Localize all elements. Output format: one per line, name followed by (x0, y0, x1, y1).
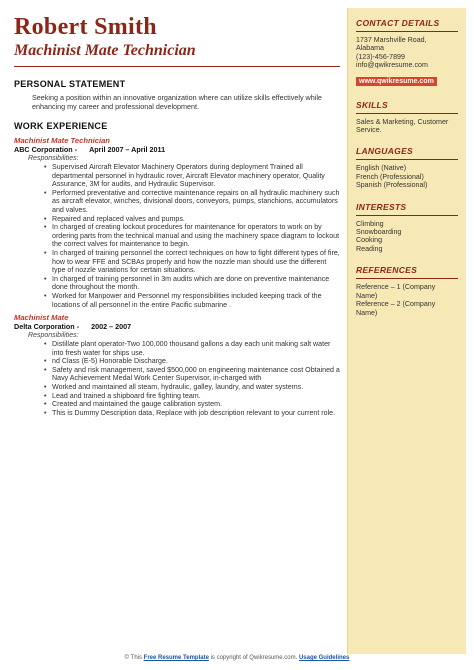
list-item: Climbing (356, 219, 384, 228)
footer (0, 654, 474, 662)
languages-section (356, 134, 458, 189)
contact-address-line2: Alabama (356, 44, 384, 53)
list-item: Reading (356, 244, 383, 253)
list-item: • Distillate plant operator-Two 100,000 thousand gallons a day each unit making salt water into fresh water for ships use. (44, 340, 340, 357)
list-item: • Lead and trained a shipboard fire fighting team. (44, 392, 340, 401)
contact-website-link[interactable]: www.qwikresume.com (356, 77, 437, 86)
list-item: • Worked for Manpower and Personnel my responsibilities included keeping track of the locations of all personnel in the entire Pacific submarine . (44, 292, 340, 309)
skills-text: Sales & Marketing, Customer Service. (356, 117, 449, 135)
contact-phone: (123)-456-7899 (356, 52, 405, 61)
list-item: Cooking (356, 236, 383, 245)
interests-section (356, 190, 458, 254)
job-company: Delta Corporation - (14, 322, 80, 332)
skills-section (356, 88, 458, 135)
sidebar (347, 8, 466, 654)
list-item: • This is Dummy Description data, Replace with job description relevant to your current role. (44, 409, 340, 418)
references-section (356, 253, 458, 317)
list-item: • Supervised Aircraft Elevator Machinery Operators during deployment Trained all departmental personnel in hydraulic rover, Aircraft Elevator machinery operator, Quality Assurance, 3M for audits, and Hydraulic Supervisor. (44, 163, 340, 189)
languages-heading: LANGUAGES (356, 146, 414, 157)
job-dates: 2002 – 2007 (91, 322, 132, 332)
contact-section (356, 8, 458, 88)
list-item: • In charged of training personnel the correct techniques on how to fight different types of fire, how to wear FFE and SCBAs properly and how the nozzle man should use the different type of nozzle variations for certain situations. (44, 249, 340, 275)
section-divider (356, 113, 458, 114)
list-item: • Created and maintained the gauge calibration system. (44, 400, 340, 409)
list-item: • Worked and maintained all steam, hydraulic, galley, laundry, and water systems. (44, 383, 340, 392)
list-item: English (Native) (356, 164, 407, 173)
list-item: Reference – 1 (Company Name) (356, 283, 436, 300)
section-divider (356, 215, 458, 216)
footer-prefix: © This (124, 655, 142, 661)
responsibilities-label: Responsibilities: (28, 155, 79, 162)
job-title: Machinist Mate Technician (14, 136, 110, 145)
job-company-line (14, 145, 340, 154)
list-item: • In charged of training personnel in 3m audits which are done on preventive maintenance done throughout the month. (44, 275, 340, 292)
interests-heading: INTERESTS (356, 201, 407, 212)
contact-address-line1: 1737 Marshville Road, (356, 36, 427, 44)
section-divider (356, 31, 458, 32)
job-entry (14, 136, 340, 309)
list-item: • Repaired and replaced valves and pumps. (44, 215, 340, 224)
free-resume-template-link[interactable]: Free Resume Template (143, 655, 209, 661)
job-dates: April 2007 – April 2011 (89, 145, 166, 154)
job-company-line (14, 322, 340, 331)
responsibilities-label: Responsibilities: (28, 332, 79, 340)
section-divider (356, 159, 458, 160)
list-item: French (Professional) (356, 172, 424, 181)
usage-guidelines-link[interactable]: Usage Guidelines (298, 655, 350, 661)
candidate-title: Machinist Mate Technician (14, 42, 196, 59)
personal-statement-heading: PERSONAL STATEMENT (14, 79, 126, 89)
job-title: Machinist Mate (14, 313, 69, 323)
job-entry (14, 313, 340, 417)
list-item: Reference – 2 (Company Name) (356, 300, 436, 317)
main-column (14, 14, 340, 417)
section-divider (356, 278, 458, 279)
list-item: • nd Class (E-5) Honorable Discharge. (44, 357, 340, 366)
work-experience-heading: WORK EXPERIENCE (14, 121, 108, 131)
skills-heading: SKILLS (356, 99, 389, 110)
footer-copyright-text: is copyright of Qwikresume.com. (210, 655, 298, 661)
contact-heading: CONTACT DETAILS (356, 18, 440, 28)
list-item: • Safety and risk management, saved $500,000 on engineering maintenance cost Obtained a Navy Achievement Medal Work Center Supervisor, in-charged with (44, 366, 340, 383)
candidate-name: Robert Smith (14, 14, 157, 40)
references-heading: REFERENCES (356, 265, 418, 276)
responsibilities-list (14, 340, 340, 417)
list-item: Spanish (Professional) (356, 181, 428, 190)
list-item: • Performed preventative and corrective maintenance repairs on all hydraulic machinery such as aircraft elevator, winches, divisional doors, conveyors, pumps, stanchions, accumulators and valves. (44, 189, 340, 215)
contact-email[interactable]: info@qwikresume.com (356, 61, 428, 70)
list-item: • In charged of creating lockout procedures for maintenance for operators to work on by ordering parts from the technical manual and using the machinery space diagram to lockout the correct valves for maintenance to begin. (44, 223, 340, 249)
job-company: ABC Corporation - (14, 145, 78, 154)
header-divider (14, 66, 340, 67)
list-item: Snowboarding (356, 228, 402, 237)
personal-statement-text: Seeking a position within an innovative organization where can utilize skills effectively while enhancing my career and professional development. (32, 93, 322, 111)
responsibilities-list (14, 163, 340, 309)
